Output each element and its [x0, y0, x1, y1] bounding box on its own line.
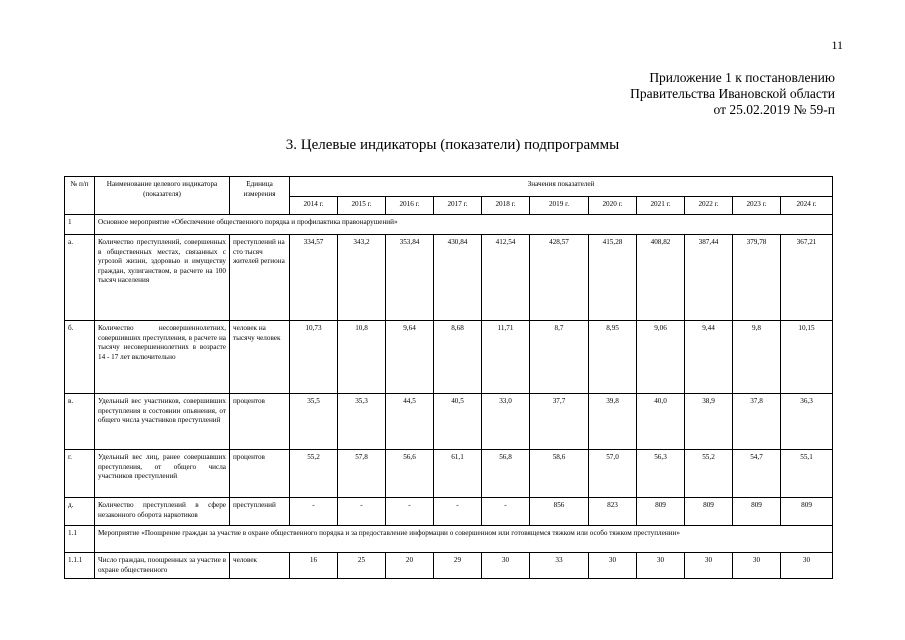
value-cell: 61,1 [434, 450, 482, 498]
header-year: 2014 г. [290, 197, 338, 215]
row-num: 1.1 [65, 526, 95, 553]
row-num: 1.1.1 [65, 553, 95, 579]
value-cell: 25 [338, 553, 386, 579]
value-cell: - [482, 498, 530, 526]
indicators-table [64, 176, 833, 579]
value-cell: 44,5 [386, 394, 434, 450]
value-cell: 10,73 [290, 321, 338, 394]
value-cell: - [338, 498, 386, 526]
value-cell: 36,3 [781, 394, 833, 450]
header-num: № п/п [65, 177, 95, 215]
value-cell: 428,57 [530, 235, 589, 321]
section-row [65, 215, 833, 235]
value-cell: 8,95 [589, 321, 637, 394]
value-cell: 353,84 [386, 235, 434, 321]
value-cell: 55,1 [781, 450, 833, 498]
value-cell: 343,2 [338, 235, 386, 321]
table-row [65, 235, 833, 321]
value-cell: 30 [482, 553, 530, 579]
value-cell: 35,5 [290, 394, 338, 450]
header-name: Наименование целевого индикатора (показателя) [95, 177, 230, 215]
indicator-name: Количество преступлений в сфере незаконного оборота наркотиков [95, 498, 230, 526]
appendix-line-2: Правительства Ивановской области [630, 86, 835, 101]
indicator-name: Удельный вес лиц, ранее совершавших преступления, от общего числа участников преступлений [95, 450, 230, 498]
header-year: 2016 г. [386, 197, 434, 215]
value-cell: 29 [434, 553, 482, 579]
indicator-unit: человек [230, 553, 290, 579]
table-row [65, 321, 833, 394]
value-cell: 30 [637, 553, 685, 579]
table-row [65, 450, 833, 498]
value-cell: 40,5 [434, 394, 482, 450]
value-cell: 9,64 [386, 321, 434, 394]
value-cell: 415,28 [589, 235, 637, 321]
value-cell: 11,71 [482, 321, 530, 394]
value-cell: 56,6 [386, 450, 434, 498]
section-title: Мероприятие «Поощрение граждан за участие в охране общественного порядка и за предоставление информации о совершенном или готовящемся тяжком или особо тяжком преступлении» [95, 526, 833, 553]
section-title: Основное мероприятие «Обеспечение общественного порядка и профилактика правонарушений» [95, 215, 833, 235]
value-cell: 35,3 [338, 394, 386, 450]
indicator-name: Количество преступлений, совершенных в общественных местах, связанных с угрозой жизни, здоровью и имуществу граждан, хулиганством, в расчете на 100 тысяч населения [95, 235, 230, 321]
value-cell: 387,44 [685, 235, 733, 321]
row-num: а. [65, 235, 95, 321]
section-row [65, 526, 833, 553]
value-cell: 809 [685, 498, 733, 526]
value-cell: 809 [637, 498, 685, 526]
value-cell: 33,0 [482, 394, 530, 450]
indicator-unit: преступлений на сто тысяч жителей региона [230, 235, 290, 321]
value-cell: 9,8 [733, 321, 781, 394]
row-num: г. [65, 450, 95, 498]
value-cell: 334,57 [290, 235, 338, 321]
header-year: 2019 г. [530, 197, 589, 215]
value-cell: 57,0 [589, 450, 637, 498]
indicator-name: Число граждан, поощренных за участие в охране общественного [95, 553, 230, 579]
value-cell: 10,8 [338, 321, 386, 394]
document-title: 3. Целевые индикаторы (показатели) подпрограммы [285, 137, 620, 153]
value-cell: 30 [733, 553, 781, 579]
value-cell: 367,21 [781, 235, 833, 321]
header-year: 2023 г. [733, 197, 781, 215]
table-row [65, 498, 833, 526]
value-cell: 856 [530, 498, 589, 526]
value-cell: 30 [685, 553, 733, 579]
header-year: 2020 г. [589, 197, 637, 215]
header-year: 2022 г. [685, 197, 733, 215]
row-num: в. [65, 394, 95, 450]
header-year: 2017 г. [434, 197, 482, 215]
value-cell: 16 [290, 553, 338, 579]
value-cell: 37,8 [733, 394, 781, 450]
row-num: б. [65, 321, 95, 394]
indicator-unit: процентов [230, 450, 290, 498]
value-cell: 809 [733, 498, 781, 526]
value-cell: 33 [530, 553, 589, 579]
value-cell: 56,3 [637, 450, 685, 498]
header-values: Значения показателей [290, 177, 833, 197]
indicator-unit: преступлений [230, 498, 290, 526]
value-cell: 30 [781, 553, 833, 579]
table-row [65, 394, 833, 450]
table-row [65, 553, 833, 579]
appendix-line-1: Приложение 1 к постановлению [649, 70, 835, 85]
value-cell: 55,2 [685, 450, 733, 498]
value-cell: 809 [781, 498, 833, 526]
indicator-unit: человек на тысячу человек [230, 321, 290, 394]
value-cell: 56,8 [482, 450, 530, 498]
value-cell: 9,44 [685, 321, 733, 394]
value-cell: 39,8 [589, 394, 637, 450]
appendix-line-3: от 25.02.2019 № 59-п [713, 102, 835, 117]
row-num: д. [65, 498, 95, 526]
value-cell: - [434, 498, 482, 526]
value-cell: 57,8 [338, 450, 386, 498]
header-year: 2024 г. [781, 197, 833, 215]
header-unit: Единица измерения [230, 177, 290, 215]
value-cell: 8,7 [530, 321, 589, 394]
indicator-name: Удельный вес участников, совершивших преступления в состоянии опьянения, от общего числа участников преступлений [95, 394, 230, 450]
value-cell: 10,15 [781, 321, 833, 394]
value-cell: - [290, 498, 338, 526]
row-num: 1 [65, 215, 95, 235]
value-cell: 40,0 [637, 394, 685, 450]
value-cell: 55,2 [290, 450, 338, 498]
value-cell: 54,7 [733, 450, 781, 498]
value-cell: 9,06 [637, 321, 685, 394]
value-cell: 20 [386, 553, 434, 579]
value-cell: 430,84 [434, 235, 482, 321]
value-cell: - [386, 498, 434, 526]
header-year: 2021 г. [637, 197, 685, 215]
value-cell: 408,82 [637, 235, 685, 321]
page-number: 11 [831, 38, 843, 52]
header-year: 2018 г. [482, 197, 530, 215]
value-cell: 30 [589, 553, 637, 579]
indicator-unit: процентов [230, 394, 290, 450]
header-year: 2015 г. [338, 197, 386, 215]
indicator-name: Количество несовершеннолетних, совершивших преступления, в расчете на тысячу несовершеннолетних в возрасте 14 - 17 лет включительно [95, 321, 230, 394]
value-cell: 37,7 [530, 394, 589, 450]
value-cell: 38,9 [685, 394, 733, 450]
appendix-block [630, 70, 835, 118]
value-cell: 8,68 [434, 321, 482, 394]
value-cell: 379,78 [733, 235, 781, 321]
value-cell: 412,54 [482, 235, 530, 321]
value-cell: 58,6 [530, 450, 589, 498]
value-cell: 823 [589, 498, 637, 526]
